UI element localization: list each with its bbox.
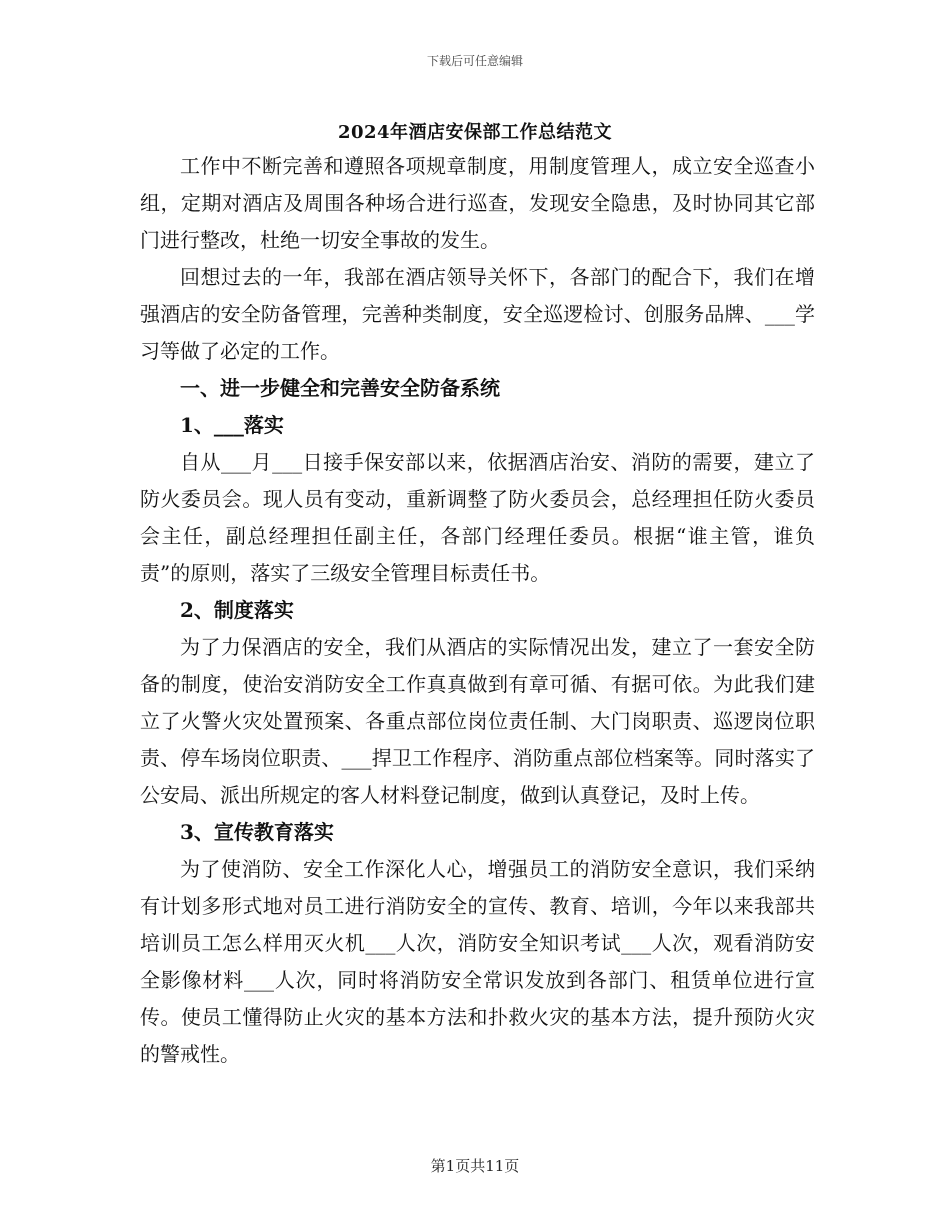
paragraph-fire-committee: 自从___月___日接手保安部以来，依据酒店治安、消防的需要，建立了防火委员会。现人员有变动，重新调整了防火委员会，总经理担任防火委员会主任，副总经理担任副主任，各部门经理任委员。根据“谁主管，谁负责”的原则，落实了三级安全管理目标责任书。: [140, 450, 815, 585]
subsection-heading-2: 2、制度落实: [180, 598, 294, 622]
paragraph-review: 回想过去的一年，我部在酒店领导关怀下，各部门的配合下，我们在增强酒店的安全防备管理，完善种类制度，安全巡逻检讨、创服务品牌、___学习等做了必定的工作。: [140, 265, 815, 363]
download-note: 下载后可任意编辑: [426, 54, 523, 68]
paragraph-education: 为了使消防、安全工作深化人心，增强员工的消防安全意识，我们采纳有计划多形式地对员工进行消防安全的宣传、教育、培训，今年以来我部共培训员工怎么样用灭火机___人次，消防安全知识考试___人次，观看消防安全影像材料___人次，同时将消防安全常识发放到各部门、租赁单位进行宣传。使员工懂得防止火灾的基本方法和扑救火灾的基本方法，提升预防火灾的警戒性。: [140, 857, 815, 1066]
subsection-heading-1: 1、___落实: [180, 413, 284, 437]
document-body: [140, 148, 815, 1073]
paragraph-intro: 工作中不断完善和遵照各项规章制度，用制度管理人，成立安全巡查小组，定期对酒店及周围各种场合进行巡查，发现安全隐患，及时协同其它部门进行整改，杜绝一切安全事故的发生。: [140, 154, 815, 252]
subsection-heading-3: 3、宣传教育落实: [180, 820, 334, 844]
page-number: 第1页共11页: [430, 1157, 520, 1175]
document-title: 2024年酒店安保部工作总结范文: [337, 122, 613, 143]
paragraph-system-rules: 为了力保酒店的安全，我们从酒店的实际情况出发，建立了一套安全防备的制度，使治安消防安全工作真真做到有章可循、有据可依。为此我们建立了火警火灾处置预案、各重点部位岗位责任制、大门岗职责、巡逻岗位职责、停车场岗位职责、___捍卫工作程序、消防重点部位档案等。同时落实了公安局、派出所规定的客人材料登记制度，做到认真登记，及时上传。: [140, 635, 815, 807]
section-heading-1: 一、进一步健全和完善安全防备系统: [180, 376, 500, 400]
